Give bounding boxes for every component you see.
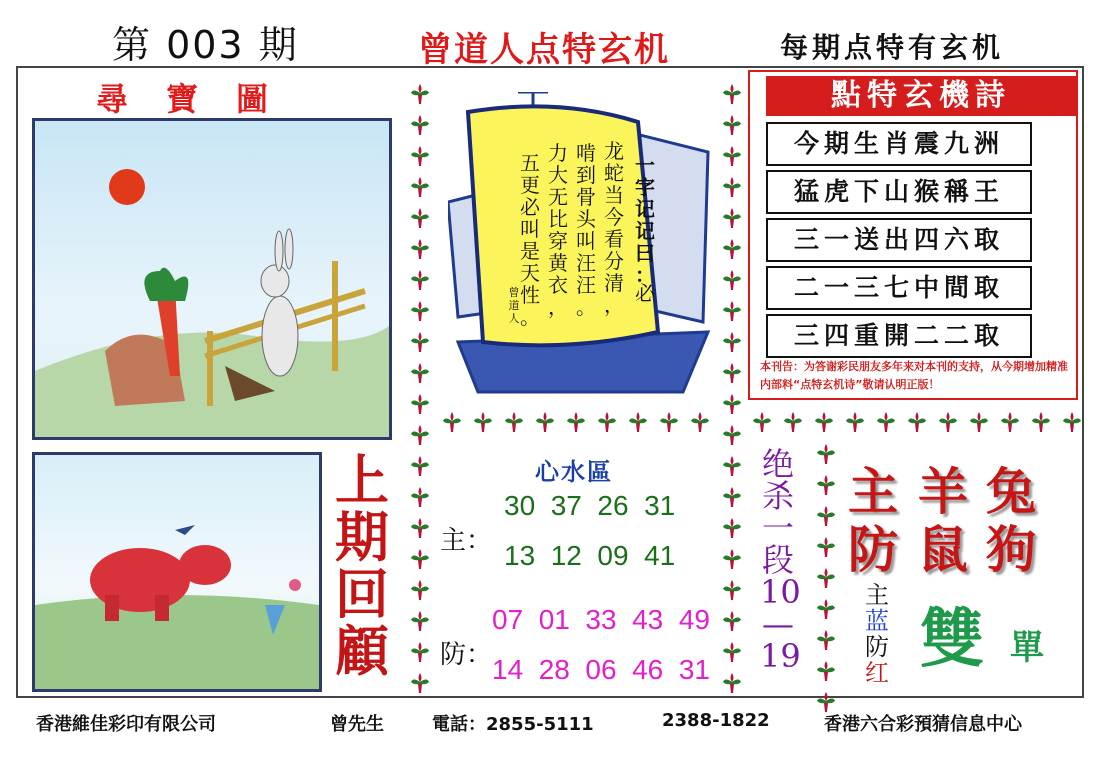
fleur-icon [874, 410, 898, 434]
fleur-icon [843, 410, 867, 434]
fleur-icon [408, 361, 432, 385]
fleur-icon [408, 547, 432, 571]
fleur-icon [814, 442, 838, 466]
poem-line-2: 猛虎下山猴稱王 [766, 170, 1032, 214]
zodiac-main-label: 主 [848, 462, 916, 521]
riddle-signature: 曾 道 人 [508, 286, 520, 325]
fleur-icon [408, 299, 432, 323]
fleur-icon [408, 609, 432, 633]
fleur-icon [720, 485, 744, 509]
fleur-icon [408, 485, 432, 509]
fleur-icon [408, 268, 432, 292]
fleur-icon [720, 423, 744, 447]
riddle-column-4: 力 大 无 比 穿 黄 衣 ， [548, 141, 568, 319]
poem-line-4: 二一三七中間取 [766, 266, 1032, 310]
fleur-icon [408, 144, 432, 168]
fleur-icon [720, 206, 744, 230]
poem-line-3: 三一送出四六取 [766, 218, 1032, 262]
fleur-icon [720, 175, 744, 199]
review-picture [32, 452, 322, 692]
fleur-icon [408, 578, 432, 602]
fleur-icon [720, 516, 744, 540]
heart-zone-title: 心水區 [535, 457, 613, 486]
color-tip-guard: 防 [865, 633, 889, 661]
fleur-icon [408, 113, 432, 137]
fleur-icon [812, 410, 836, 434]
fleur-icon [408, 392, 432, 416]
fleur-icon [408, 237, 432, 261]
footer-phone2: 2388-1822 [662, 710, 770, 731]
fleur-icon [595, 410, 619, 434]
fleur-icon [408, 82, 432, 106]
tagline: 每期点特有玄机 [780, 31, 1005, 64]
fleur-icon [408, 454, 432, 478]
fleur-icon [720, 237, 744, 261]
fleur-icon [471, 410, 495, 434]
color-tip-guard-color: 红 [865, 659, 889, 687]
parity-double: 雙 [920, 602, 984, 677]
fleur-icon [998, 410, 1022, 434]
fleur-icon [936, 410, 960, 434]
color-tip [862, 582, 892, 686]
poem-line-1: 今期生肖震九洲 [766, 122, 1032, 166]
treasure-picture [32, 118, 392, 440]
kill-segment: 绝 杀 一 段 10 — 19 [760, 445, 801, 675]
riddle-column-5: 五 更 必 叫 是 天 性 。 [520, 151, 540, 329]
fleur-icon [408, 330, 432, 354]
zodiac-guard-label: 防 [848, 520, 916, 579]
guard-numbers-row2: 14 28 06 46 31 [492, 654, 710, 685]
fleur-icon [408, 671, 432, 695]
fleur-icon [814, 535, 838, 559]
ship-riddle-panel [448, 92, 718, 402]
fleur-icon [967, 410, 991, 434]
fleur-icon [626, 410, 650, 434]
guard-label: 防： [440, 640, 493, 670]
fleur-icon [408, 175, 432, 199]
main-numbers-row2: 13 12 09 41 [504, 540, 676, 571]
main-label: 主： [440, 526, 493, 556]
fleur-icon [564, 410, 588, 434]
fleur-icon [720, 330, 744, 354]
fleur-icon [720, 578, 744, 602]
fleur-icon [781, 410, 805, 434]
fleur-icon [905, 410, 929, 434]
fleur-icon [688, 410, 712, 434]
poem-notice: 本刊告：为答谢彩民朋友多年来对本刊的支持，从今期增加精准内部料“点特玄机诗”敬请认明正版！ [760, 360, 1068, 391]
fleur-icon [408, 640, 432, 664]
fleur-icon [720, 547, 744, 571]
zodiac-guard-animals: 鼠狗 [918, 520, 1054, 579]
fleur-icon [1029, 410, 1053, 434]
riddle-column-1: 必 [635, 281, 655, 305]
fleur-icon [657, 410, 681, 434]
issue-number: 第 003 期 [112, 23, 299, 67]
last-issue-review: 上 期 回 顧 [335, 448, 389, 683]
footer-company: 香港維佳彩印有限公司 [36, 714, 216, 735]
fleur-icon [440, 410, 464, 434]
treasure-map-title: 尋寶圖 [96, 80, 307, 118]
fleur-icon [720, 113, 744, 137]
fleur-icon [814, 504, 838, 528]
fleur-icon [720, 82, 744, 106]
zodiac-main-animals: 羊兔 [918, 462, 1054, 521]
fleur-icon [720, 640, 744, 664]
fleur-icon [814, 628, 838, 652]
riddle-column-3: 啃 到 骨 头 叫 汪 汪 。 [576, 141, 596, 319]
fleur-icon [814, 566, 838, 590]
fleur-icon [720, 609, 744, 633]
fleur-icon [720, 144, 744, 168]
poem-title: 點特玄機詩 [766, 76, 1076, 116]
color-tip-main: 主 [865, 581, 889, 609]
main-numbers-row1: 30 37 26 31 [504, 490, 676, 521]
fleur-icon [814, 659, 838, 683]
fleur-icon [533, 410, 557, 434]
fleur-icon [408, 423, 432, 447]
fleur-icon [408, 206, 432, 230]
poem-line-5: 三四重開二二取 [766, 314, 1032, 358]
fleur-icon [720, 299, 744, 323]
footer-contact: 曾先生 [330, 714, 384, 735]
riddle-title: 一 字 记 记 曰 ： [635, 153, 655, 287]
color-tip-main-color: 蓝 [865, 607, 889, 635]
fleur-icon [720, 392, 744, 416]
fleur-icon [720, 454, 744, 478]
fleur-icon [720, 671, 744, 695]
fleur-icon [720, 268, 744, 292]
fleur-icon [1060, 410, 1084, 434]
fleur-icon [750, 410, 774, 434]
rabbit-radish-illustration [35, 121, 389, 437]
fleur-icon [814, 597, 838, 621]
brand-title: 曾道人点特玄机 [418, 30, 670, 70]
fleur-icon [408, 516, 432, 540]
fleur-icon [502, 410, 526, 434]
riddle-column-2: 龙 蛇 当 今 看 分 清 ， [604, 139, 624, 317]
fleur-icon [720, 361, 744, 385]
guard-numbers-row1: 07 01 33 43 49 [492, 604, 710, 635]
footer-center: 香港六合彩預猜信息中心 [824, 714, 1022, 735]
hippo-illustration [35, 455, 319, 689]
parity-single: 單 [1010, 628, 1044, 668]
footer-phone: 電話：2855-5111 [432, 714, 594, 735]
fleur-icon [814, 473, 838, 497]
